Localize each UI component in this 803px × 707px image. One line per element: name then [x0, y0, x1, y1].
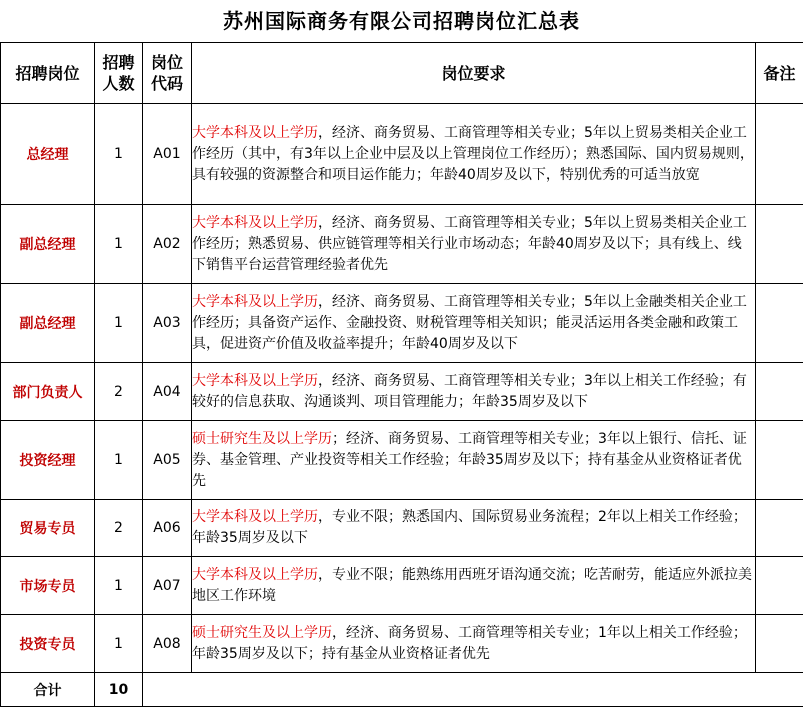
- headcount: 2: [95, 363, 143, 421]
- education-requirement: 大学本科及以上学历: [192, 294, 318, 310]
- position-code: A02: [143, 205, 192, 284]
- headcount: 2: [95, 500, 143, 557]
- table-row: [1, 615, 803, 673]
- header-count-line1: 招聘: [102, 53, 134, 72]
- requirements: [192, 557, 756, 615]
- other-requirements: ，经济、商务贸易、工商管理等相关专业；5年以上贸易类相关企业工作经历；熟悉贸易、供应链管理等相关行业市场动态；年龄40周岁及以下；具有线上、线下销售平台运营管理经验者优先: [192, 215, 747, 273]
- position-name: 贸易专员: [1, 500, 95, 557]
- requirements: [192, 421, 756, 500]
- note-cell: [756, 421, 803, 500]
- other-requirements: ，经济、商务贸易、工商管理等相关专业；5年以上金融类相关企业工作经历；具备资产运作、金融投资、财税管理等相关知识；能灵活运用各类金融和政策工具，促进资产价值及收益率提升；年龄40周岁及以下: [192, 294, 747, 352]
- total-row: [1, 673, 803, 707]
- other-requirements: ，专业不限；熟悉国内、国际贸易业务流程；2年以上相关工作经验；年龄35周岁及以下: [192, 509, 747, 546]
- position-code: A04: [143, 363, 192, 421]
- note-cell: [756, 205, 803, 284]
- total-empty-cell: [143, 673, 803, 707]
- table-row: [1, 421, 803, 500]
- education-requirement: 硕士研究生及以上学历: [192, 625, 332, 641]
- header-requirements: 岗位要求: [192, 43, 756, 104]
- header-note: 备注: [756, 43, 803, 104]
- headcount: 1: [95, 284, 143, 363]
- table-row: [1, 500, 803, 557]
- education-requirement: 大学本科及以上学历: [192, 373, 318, 389]
- other-requirements: ；经济、商务贸易、工商管理等相关专业；3年以上银行、信托、证券、基金管理、产业投资等相关工作经验；年龄35周岁及以下；持有基金从业资格证者优先: [192, 431, 747, 489]
- headcount: 1: [95, 205, 143, 284]
- headcount: 1: [95, 557, 143, 615]
- education-requirement: 大学本科及以上学历: [192, 509, 318, 525]
- position-name: 投资经理: [1, 421, 95, 500]
- note-cell: [756, 557, 803, 615]
- requirements: [192, 363, 756, 421]
- note-cell: [756, 615, 803, 673]
- note-cell: [756, 500, 803, 557]
- position-name: 投资专员: [1, 615, 95, 673]
- position-code: A01: [143, 104, 192, 205]
- table-header-row: [1, 43, 803, 104]
- requirements: [192, 205, 756, 284]
- requirements: [192, 500, 756, 557]
- total-count: 10: [95, 673, 143, 707]
- note-cell: [756, 284, 803, 363]
- requirements: [192, 284, 756, 363]
- other-requirements: ，经济、商务贸易、工商管理等相关专业；5年以上贸易类相关企业工作经历（其中，有3年以上企业中层及以上管理岗位工作经历）；熟悉国际、国内贸易规则，具有较强的资源整合和项目运作能力；年龄40周岁及以下，特别优秀的可适当放宽: [192, 125, 754, 183]
- table-row: [1, 104, 803, 205]
- page-title: 苏州国际商务有限公司招聘岗位汇总表: [0, 0, 803, 42]
- headcount: 1: [95, 104, 143, 205]
- other-requirements: ，经济、商务贸易、工商管理等相关专业；1年以上相关工作经验；年龄35周岁及以下；持有基金从业资格证者优先: [192, 625, 747, 662]
- education-requirement: 硕士研究生及以上学历: [192, 431, 332, 447]
- position-name: 总经理: [1, 104, 95, 205]
- position-name: 市场专员: [1, 557, 95, 615]
- position-code: A07: [143, 557, 192, 615]
- note-cell: [756, 363, 803, 421]
- position-name: 副总经理: [1, 205, 95, 284]
- table-row: [1, 205, 803, 284]
- position-name: 部门负责人: [1, 363, 95, 421]
- education-requirement: 大学本科及以上学历: [192, 215, 318, 231]
- table-row: [1, 557, 803, 615]
- position-name: 副总经理: [1, 284, 95, 363]
- header-code: [143, 43, 192, 104]
- header-code-line2: 代码: [151, 74, 183, 93]
- other-requirements: ，经济、商务贸易、工商管理等相关专业；3年以上相关工作经验；有较好的信息获取、沟通谈判、项目管理能力；年龄35周岁及以下: [192, 373, 747, 410]
- headcount: 1: [95, 615, 143, 673]
- requirements: [192, 104, 756, 205]
- position-code: A06: [143, 500, 192, 557]
- header-code-line1: 岗位: [151, 53, 183, 72]
- requirements: [192, 615, 756, 673]
- position-code: A03: [143, 284, 192, 363]
- headcount: 1: [95, 421, 143, 500]
- position-code: A08: [143, 615, 192, 673]
- recruitment-table: [0, 42, 803, 707]
- header-count-line2: 人数: [102, 74, 134, 93]
- header-position: 招聘岗位: [1, 43, 95, 104]
- header-count: [95, 43, 143, 104]
- note-cell: [756, 104, 803, 205]
- other-requirements: ，专业不限；能熟练用西班牙语沟通交流；吃苦耐劳，能适应外派拉美地区工作环境: [192, 567, 752, 604]
- education-requirement: 大学本科及以上学历: [192, 567, 318, 583]
- education-requirement: 大学本科及以上学历: [192, 125, 318, 141]
- position-code: A05: [143, 421, 192, 500]
- total-label: 合计: [1, 673, 95, 707]
- table-row: [1, 284, 803, 363]
- table-row: [1, 363, 803, 421]
